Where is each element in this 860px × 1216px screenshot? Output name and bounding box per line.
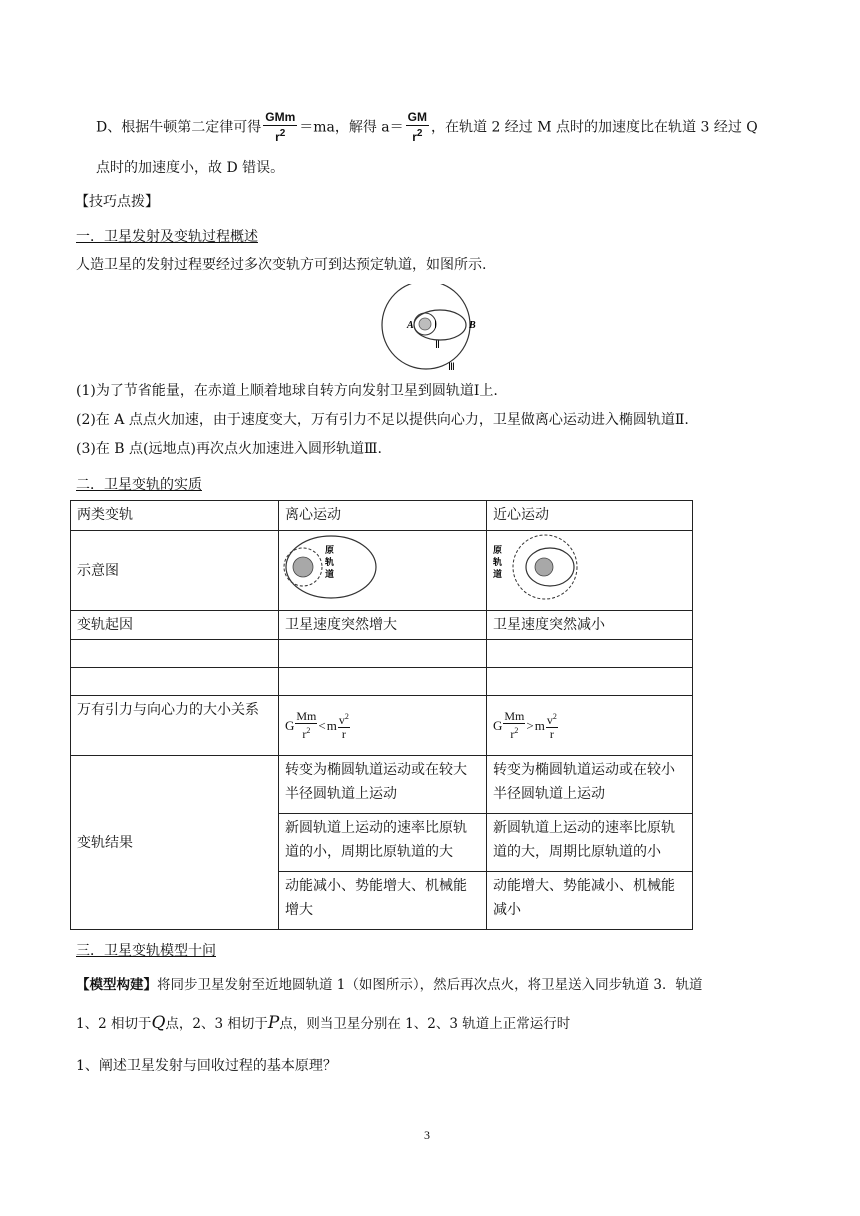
- table-row-empty: [71, 640, 693, 668]
- label-orbit-3: Ⅲ: [448, 362, 455, 373]
- svg-text:轨: 轨: [325, 557, 335, 568]
- table-cell: 万有引力与向心力的大小关系: [71, 696, 279, 756]
- svg-text:轨: 轨: [493, 557, 503, 568]
- table-cell: 动能减小、势能增大、机械能增大: [279, 872, 487, 930]
- frac-gm-r2: $\frac{GM}{r^2}$: [407, 110, 427, 144]
- model-tag: 【模型构建】: [76, 977, 157, 993]
- table-cell: 动能增大、势能减小、机械能减小: [487, 872, 693, 930]
- table-cell: [71, 640, 279, 668]
- table-row-relation: [71, 696, 693, 756]
- table-cell: 转变为椭圆轨道运动或在较大半径圆轨道上运动: [279, 756, 487, 814]
- table-cell: 卫星速度突然增大: [279, 611, 487, 640]
- centripetal-orbit-icon: [487, 532, 587, 602]
- centripetal-diagram-cell: [487, 531, 693, 611]
- table-row-result-1: [71, 756, 693, 814]
- table-cell: 卫星速度突然减小: [487, 611, 693, 640]
- table-cell: 离心运动: [279, 501, 487, 531]
- earth-icon: [419, 318, 431, 330]
- table-cell: [71, 668, 279, 696]
- table-cell: 转变为椭圆轨道运动或在较小半径圆轨道上运动: [487, 756, 693, 814]
- table-cell: [487, 668, 693, 696]
- section1-item-1: (1)为了节省能量，在赤道上顺着地球自转方向发射卫星到圆轨道Ⅰ上.: [76, 383, 498, 399]
- table-cell: [279, 640, 487, 668]
- table-cell: [279, 668, 487, 696]
- label-a: A: [407, 320, 414, 331]
- model-build-line2: 1、2 相切于Q点，2、3 相切于P点，则当卫星分别在 1、2、3 轨道上正常运行时: [76, 1013, 571, 1033]
- tips-heading: 【技巧点拨】: [75, 194, 159, 210]
- model-build-line1: 【模型构建】将同步卫星发射至近地圆轨道 1（如图所示），然后再次点火，将卫星送入同步轨道 3．轨道: [76, 977, 703, 993]
- centrifugal-orbit-icon: [279, 532, 379, 602]
- orbit-transfer-figure: [378, 284, 488, 376]
- table-row-header: [71, 501, 693, 531]
- para-d-line2: 点时的加速度小，故 D 错误。: [96, 160, 285, 176]
- formula-centrifugal: G Mm $r^2$ < m $v^2$ r: [279, 696, 487, 756]
- label-orbit-1: Ⅰ: [434, 320, 437, 331]
- table-cell: [487, 640, 693, 668]
- section3-heading: 三．卫星变轨模型十问: [76, 943, 216, 959]
- svg-text:道: 道: [325, 569, 335, 580]
- svg-text:原: 原: [493, 545, 503, 556]
- section2-heading: 二．卫星变轨的实质: [76, 477, 202, 493]
- frac-gmm-r2: $\frac{\text{GMm}}{r^2}$: [265, 110, 296, 144]
- table-row-empty: [71, 668, 693, 696]
- section1-intro: 人造卫星的发射过程要经过多次变轨方可到达预定轨道，如图所示.: [76, 257, 487, 273]
- question-1: 1、阐述卫星发射与回收过程的基本原理？: [76, 1058, 337, 1074]
- table-cell: 变轨结果: [71, 756, 279, 930]
- svg-text:原: 原: [325, 545, 335, 556]
- svg-text:道: 道: [493, 569, 503, 580]
- para-d-line1: D、根据牛顿第二定律可得 $\frac{\text{GMm}}{r^2}$ ＝ma，解得 a＝ $\frac{GM}{r^2}$ ，在轨道 2 经过 M 点时的加速度比在轨道 3 经过 Q: [96, 110, 758, 144]
- section1-heading: 一．卫星发射及变轨过程概述: [76, 229, 258, 245]
- label-b: B: [469, 320, 476, 331]
- orbit-change-table: [70, 500, 693, 930]
- formula-centripetal: G Mm $r^2$ > m $v^2$ r: [487, 696, 693, 756]
- section1-item-2: (2)在 A 点点火加速，由于速度变大，万有引力不足以提供向心力，卫星做离心运动进入椭圆轨道Ⅱ.: [76, 412, 689, 428]
- table-row-cause: [71, 611, 693, 640]
- table-cell: 新圆轨道上运动的速率比原轨道的大，周期比原轨道的小: [487, 814, 693, 872]
- table-cell: 变轨起因: [71, 611, 279, 640]
- table-cell: 两类变轨: [71, 501, 279, 531]
- table-row-diagram: [71, 531, 693, 611]
- centrifugal-diagram-cell: [279, 531, 487, 611]
- page-number: 3: [424, 1128, 430, 1142]
- table-cell: 近心运动: [487, 501, 693, 531]
- section1-item-3: (3)在 B 点(远地点)再次点火加速进入圆形轨道Ⅲ.: [76, 441, 382, 457]
- table-cell: 示意图: [71, 531, 279, 611]
- label-orbit-2: Ⅱ: [435, 340, 440, 351]
- table-cell: 新圆轨道上运动的速率比原轨道的小，周期比原轨道的大: [279, 814, 487, 872]
